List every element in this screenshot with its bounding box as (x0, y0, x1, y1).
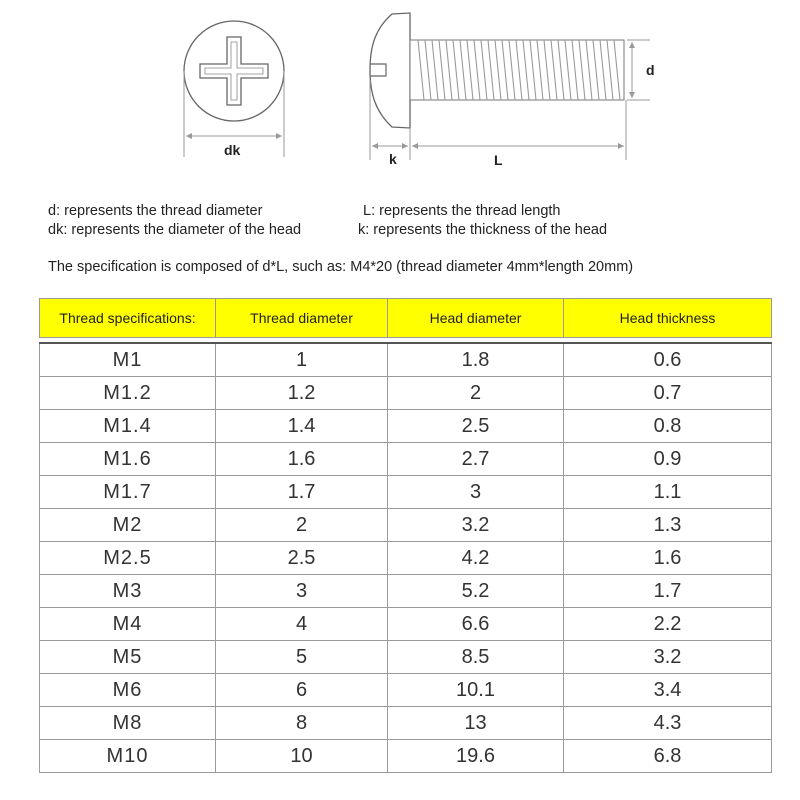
table-row (40, 443, 772, 476)
cell-thread-spec: M2 (40, 509, 216, 542)
cell-head-diameter: 2.5 (388, 410, 564, 443)
screw-head-side-view (370, 13, 410, 128)
table-row (40, 410, 772, 443)
cell-thread-diameter: 1.4 (216, 410, 388, 443)
cell-thread-diameter: 8 (216, 707, 388, 740)
cell-thread-spec: M1.7 (40, 476, 216, 509)
cell-thread-diameter: 1 (216, 343, 388, 377)
cell-thread-diameter: 2 (216, 509, 388, 542)
cell-thread-diameter: 1.6 (216, 443, 388, 476)
cell-thread-spec: M4 (40, 608, 216, 641)
cell-head-diameter: 2 (388, 377, 564, 410)
cell-thread-diameter: 10 (216, 740, 388, 773)
table-row (40, 377, 772, 410)
table-header-row (40, 299, 772, 338)
dk-label: dk (224, 142, 241, 158)
table-row (40, 476, 772, 509)
cell-head-diameter: 2.7 (388, 443, 564, 476)
cell-head-diameter: 1.8 (388, 343, 564, 377)
cell-head-thickness: 1.6 (564, 542, 772, 575)
cell-thread-spec: M10 (40, 740, 216, 773)
cell-head-thickness: 1.1 (564, 476, 772, 509)
header-head-diameter: Head diameter (388, 299, 564, 338)
cell-head-thickness: 0.6 (564, 343, 772, 377)
cell-thread-spec: M1.6 (40, 443, 216, 476)
cell-head-diameter: 13 (388, 707, 564, 740)
d-label: d (646, 62, 655, 78)
cell-head-thickness: 0.8 (564, 410, 772, 443)
cell-thread-diameter: 1.7 (216, 476, 388, 509)
header-thread-spec: Thread specifications: (40, 299, 216, 338)
table-row (40, 343, 772, 377)
legend-spec: The specification is composed of d*L, such as: M4*20 (thread diameter 4mm*length 20mm) (48, 259, 634, 275)
cell-thread-spec: M1.2 (40, 377, 216, 410)
table-row (40, 575, 772, 608)
cell-head-diameter: 8.5 (388, 641, 564, 674)
cell-head-thickness: 3.2 (564, 641, 772, 674)
cell-head-thickness: 0.7 (564, 377, 772, 410)
header-thread-diameter: Thread diameter (216, 299, 388, 338)
table-row (40, 542, 772, 575)
cell-head-thickness: 1.7 (564, 575, 772, 608)
cell-head-thickness: 2.2 (564, 608, 772, 641)
legend-d: d: represents the thread diameter (48, 203, 263, 219)
cell-thread-spec: M5 (40, 641, 216, 674)
cell-thread-diameter: 3 (216, 575, 388, 608)
screw-diagram (0, 0, 800, 200)
cell-head-diameter: 3.2 (388, 509, 564, 542)
cell-head-diameter: 5.2 (388, 575, 564, 608)
cell-head-diameter: 10.1 (388, 674, 564, 707)
l-label: L (494, 152, 503, 168)
cell-thread-spec: M1 (40, 343, 216, 377)
table-row (40, 641, 772, 674)
cell-head-diameter: 4.2 (388, 542, 564, 575)
legend-k: k: represents the thickness of the head (358, 222, 608, 238)
cell-head-diameter: 19.6 (388, 740, 564, 773)
cell-head-diameter: 3 (388, 476, 564, 509)
cell-head-diameter: 6.6 (388, 608, 564, 641)
cell-thread-spec: M3 (40, 575, 216, 608)
table-row (40, 707, 772, 740)
cell-head-thickness: 3.4 (564, 674, 772, 707)
table-row (40, 674, 772, 707)
header-head-thickness: Head thickness (564, 299, 772, 338)
cell-thread-diameter: 2.5 (216, 542, 388, 575)
legend-l: L: represents the thread length (363, 203, 561, 219)
cell-thread-diameter: 5 (216, 641, 388, 674)
k-label: k (389, 151, 397, 167)
cell-thread-diameter: 1.2 (216, 377, 388, 410)
cell-thread-spec: M8 (40, 707, 216, 740)
table-row (40, 740, 772, 773)
table-row (40, 608, 772, 641)
cell-thread-spec: M2.5 (40, 542, 216, 575)
cell-head-thickness: 4.3 (564, 707, 772, 740)
cell-head-thickness: 6.8 (564, 740, 772, 773)
cell-thread-spec: M1.4 (40, 410, 216, 443)
cell-head-thickness: 1.3 (564, 509, 772, 542)
cell-thread-diameter: 6 (216, 674, 388, 707)
legend-dk: dk: represents the diameter of the head (48, 222, 302, 238)
spec-table (39, 298, 772, 773)
cell-head-thickness: 0.9 (564, 443, 772, 476)
cell-thread-diameter: 4 (216, 608, 388, 641)
table-row (40, 509, 772, 542)
cell-thread-spec: M6 (40, 674, 216, 707)
